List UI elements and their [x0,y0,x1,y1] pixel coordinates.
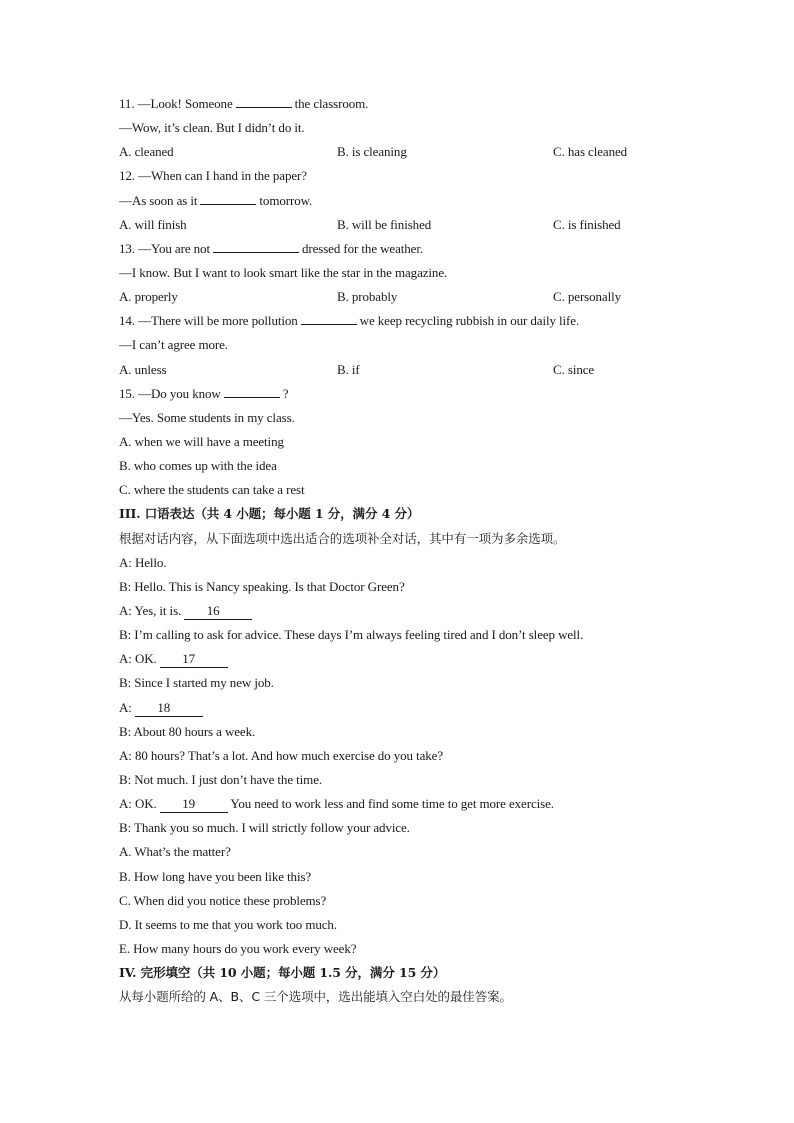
option-c: C. since [553,361,595,377]
q15-response: —Yes. Some students in my class. [119,409,295,425]
section-3-instruction: 根据对话内容，从下面选项中选出适合的选项补全对话，其中有一项为多余选项。 [119,530,566,546]
section-4-instruction: 从每小题所给的 A、B、C 三个选项中，选出能填入空白处的最佳答案。 [119,989,512,1005]
dialogue-line: B: Hello. This is Nancy speaking. Is that Doctor Green? [119,578,405,594]
answer-blank-16: 16 [184,602,252,620]
option-b: B. will be finished [337,216,432,232]
option-a: A. cleaned [119,144,174,160]
choice-e: E. How many hours do you work every week? [119,940,357,956]
q11-options [119,140,679,164]
q14-options [119,358,679,382]
exam-page [119,92,679,1009]
option-a: A. will finish [119,216,187,232]
dialogue-line: A: OK. 17 [119,647,679,671]
q13-options [119,285,679,309]
q14-question: 14. —There will be more pollution we keep recycling rubbish in our daily life. [119,309,679,333]
option-a: A. unless [119,361,167,377]
q15-option-b: B. who comes up with the idea [119,458,277,474]
option-c: C. is finished [553,216,621,232]
dialogue-line: B: Not much. I just don’t have the time. [119,771,323,787]
answer-blank-19: 19 [160,795,228,813]
answer-blank [236,93,292,108]
option-a: A. properly [119,289,178,305]
choice-d: D. It seems to me that you work too much. [119,916,337,932]
option-b: B. is cleaning [337,144,407,160]
dialogue-line: A: 18 [119,696,679,720]
dialogue-line: A: Hello. [119,554,167,570]
choice-b: B. How long have you been like this? [119,868,312,884]
q15-option-c: C. where the students can take a rest [119,482,305,498]
dialogue-line: B: About 80 hours a week. [119,723,256,739]
answer-blank [224,383,280,398]
section-4-heading: IV. 完形填空（共 10 小题；每小题 1.5 分，满分 15 分） [119,965,446,981]
q11-response: —Wow, it’s clean. But I didn’t do it. [119,120,305,136]
q15-option-a: A. when we will have a meeting [119,433,284,449]
dialogue-line: A: Yes, it is. 16 [119,599,679,623]
dialogue-line: A: OK. 19 You need to work less and find some time to get more exercise. [119,796,554,812]
choice-c: C. When did you notice these problems? [119,892,327,908]
dialogue-line: B: Since I started my new job. [119,675,274,691]
answer-blank [301,310,357,325]
q11-question: 11. —Look! Someone the classroom. [119,92,679,116]
option-c: C. has cleaned [553,144,628,160]
option-b: B. probably [337,289,398,305]
section-3-heading: III. 口语表达（共 4 小题；每小题 1 分，满分 4 分） [119,506,420,522]
option-c: C. personally [553,289,622,305]
q14-response: —I can’t agree more. [119,337,228,353]
answer-blank-17: 17 [160,650,228,668]
q12-options [119,213,679,237]
q12-response: —As soon as it tomorrow. [119,189,679,213]
q15-question: 15. —Do you know ? [119,382,679,406]
choice-a: A. What’s the matter? [119,844,231,860]
q12-question: 12. —When can I hand in the paper? [119,168,307,184]
answer-blank [213,238,299,253]
option-b: B. if [337,361,360,377]
answer-blank-18: 18 [135,699,203,717]
answer-blank [200,190,256,205]
dialogue-line: B: I’m calling to ask for advice. These days I’m always feeling tired and I don’t sleep well. [119,627,584,643]
dialogue-line: B: Thank you so much. I will strictly follow your advice. [119,820,410,836]
q13-response: —I know. But I want to look smart like the star in the magazine. [119,264,448,280]
q13-question: 13. —You are not dressed for the weather. [119,237,679,261]
dialogue-line: A: 80 hours? That’s a lot. And how much exercise do you take? [119,747,444,763]
